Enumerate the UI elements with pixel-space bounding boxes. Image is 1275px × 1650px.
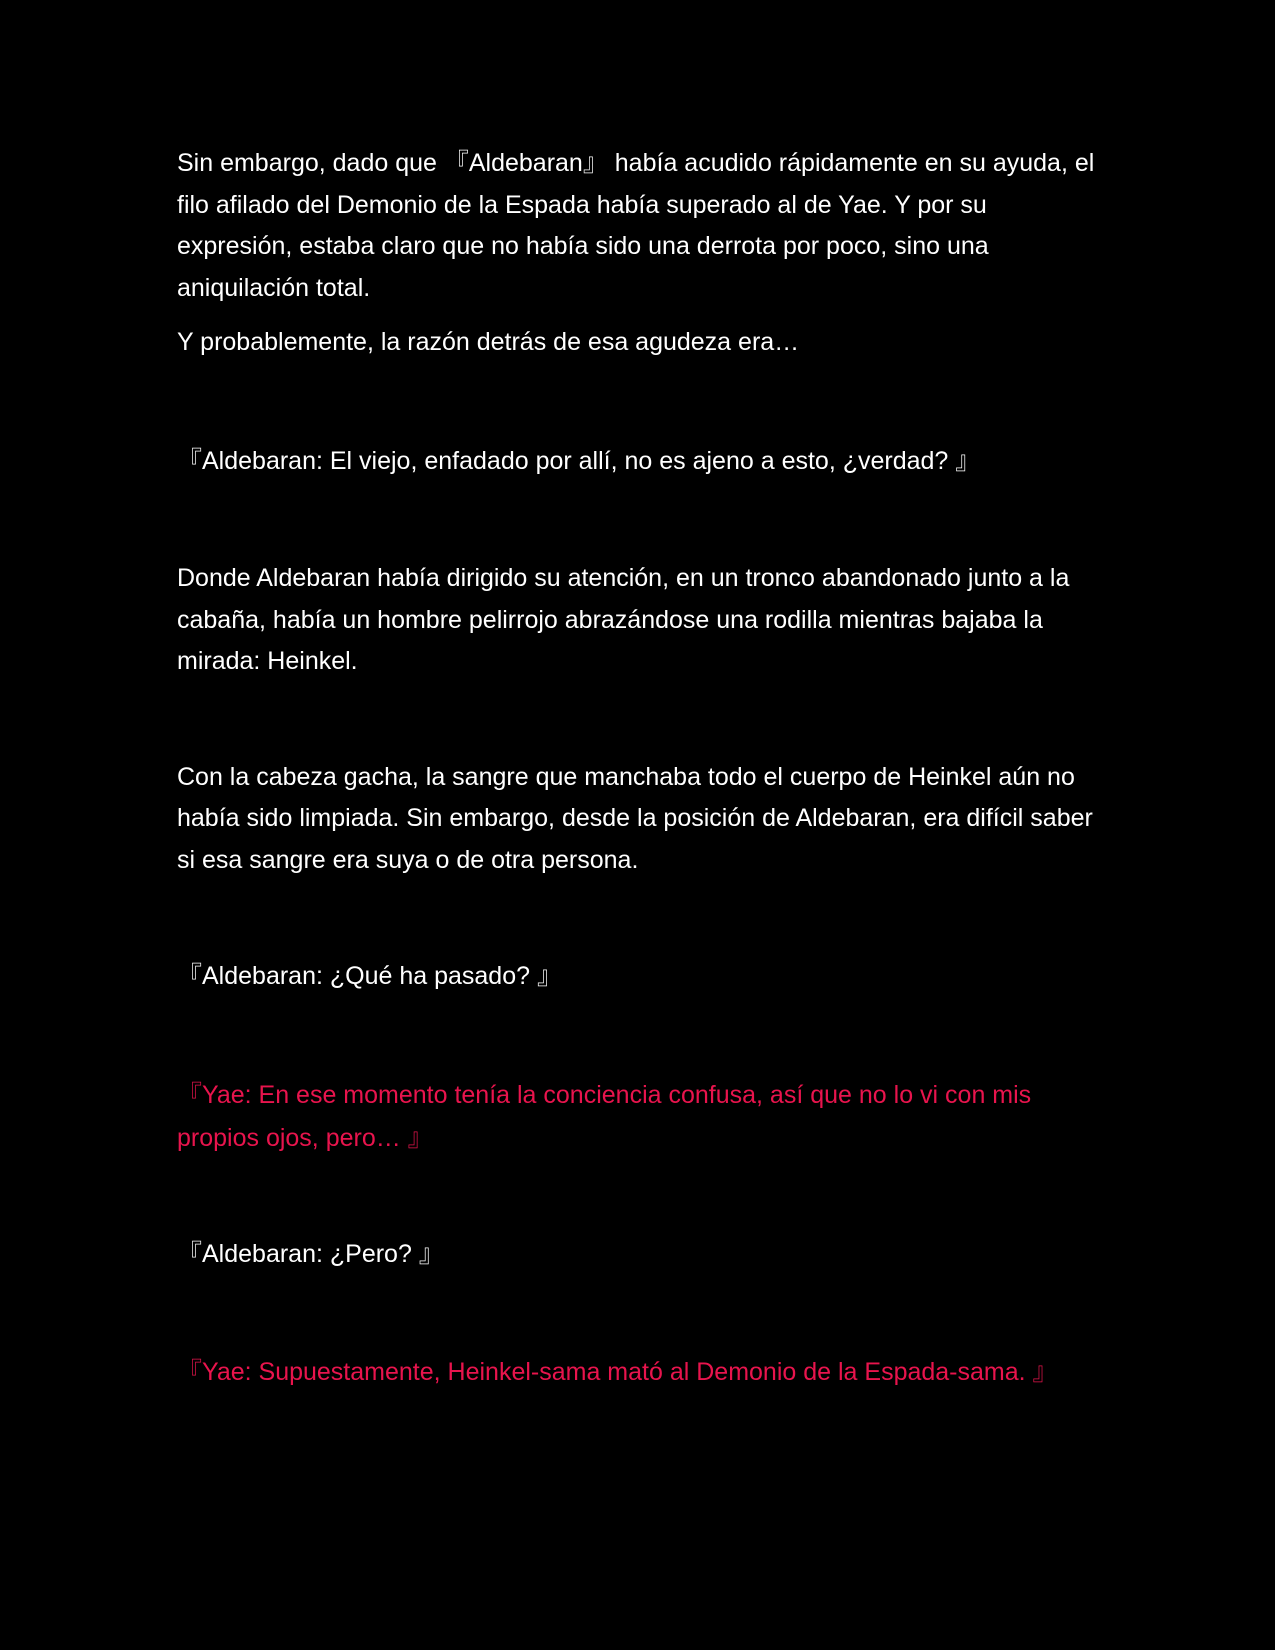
yae-dialogue-1: 『Yae: En ese momento tenía la conciencia confusa, así que no lo vi con mis propios ojos, pero… 』	[177, 1080, 1032, 1152]
document-page	[177, 143, 1097, 1394]
narration-paragraph-3: Donde Aldebaran había dirigido su atención, en un tronco abandonado junto a la cabaña, había un hombre pelirrojo abrazándose una rodilla mientras bajaba la mirada: Heinkel.	[177, 564, 1070, 675]
narration-paragraph-4: Con la cabeza gacha, la sangre que manchaba todo el cuerpo de Heinkel aún no había sido limpiada. Sin embargo, desde la posición de Aldebaran, era difícil saber si esa sangre era suya o de otra persona.	[177, 762, 1093, 874]
narration-paragraph-2: Y probablemente, la razón detrás de esa agudeza era…	[177, 328, 800, 356]
aldebaran-dialogue-2: 『Aldebaran: ¿Qué ha pasado? 』	[177, 962, 562, 990]
yae-dialogue-2: 『Yae: Supuestamente, Heinkel-sama mató al Demonio de la Espada-sama. 』	[177, 1358, 1058, 1386]
aldebaran-dialogue-1: 『Aldebaran: El viejo, enfadado por allí, no es ajeno a esto, ¿verdad? 』	[177, 446, 981, 475]
aldebaran-dialogue-3: 『Aldebaran: ¿Pero? 』	[177, 1239, 444, 1268]
narration-paragraph-1: Sin embargo, dado que 『Aldebaran』 había acudido rápidamente en su ayuda, el filo afilado del Demonio de la Espada había superado al de Yae. Y por su expresión, estaba claro que no había sido una derrota por poco, sino una aniquilación total.	[177, 149, 1095, 302]
